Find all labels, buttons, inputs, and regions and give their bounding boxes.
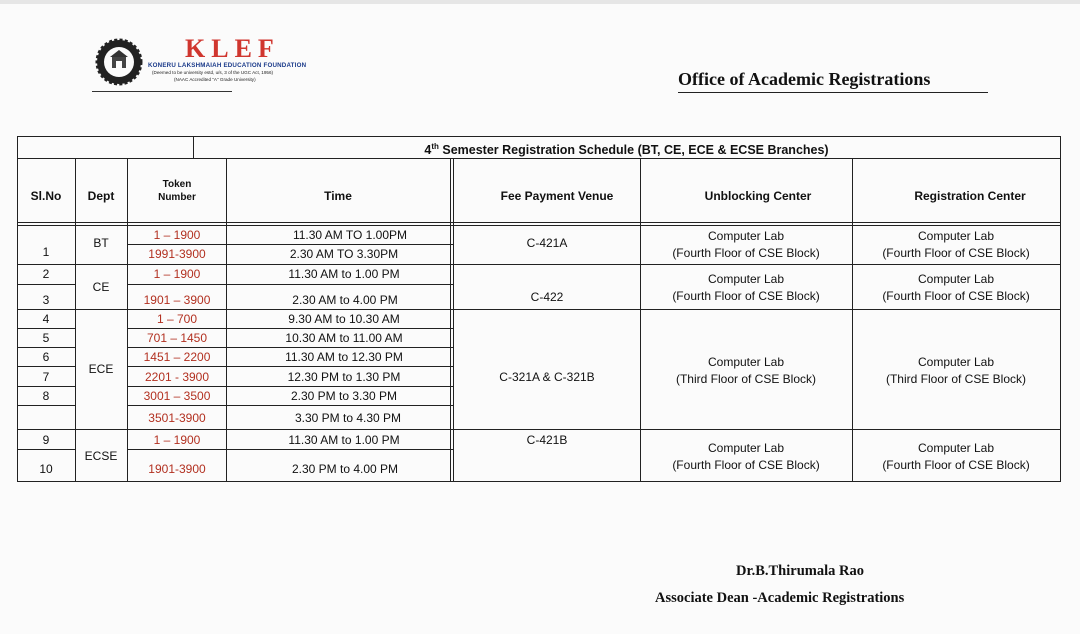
slno-cell: 4 <box>42 312 50 326</box>
office-underline <box>678 92 988 93</box>
time-cell: 2.30 PM to 4.00 PM <box>291 462 399 476</box>
slno-cell: 8 <box>42 389 50 403</box>
dept-cell: ECE <box>88 362 114 376</box>
unblock-location: (Third Floor of CSE Block) <box>675 372 817 386</box>
time-cell: 2.30 PM to 3.30 PM <box>290 389 398 403</box>
dept-cell: BT <box>93 236 109 250</box>
header-dept: Dept <box>87 189 115 203</box>
token-cell: 1 – 1900 <box>153 433 201 447</box>
token-cell: 1 – 1900 <box>153 228 201 242</box>
time-cell: 2.30 AM to 4.00 PM <box>292 293 398 307</box>
time-cell: 12.30 PM to 1.30 PM <box>287 370 401 384</box>
naac-note: (NAAC Accredited "A" Grade University) <box>174 77 256 82</box>
unblock-location: (Fourth Floor of CSE Block) <box>672 246 820 260</box>
registration-lab: Computer Lab <box>917 355 995 369</box>
unblock-lab: Computer Lab <box>707 272 785 286</box>
registration-lab: Computer Lab <box>917 441 995 455</box>
token-cell: 3001 – 3500 <box>143 389 211 403</box>
dept-cell: CE <box>92 280 110 294</box>
time-cell: 11.30 AM TO 1.00PM <box>292 228 408 242</box>
unblock-location: (Fourth Floor of CSE Block) <box>672 289 820 303</box>
time-cell: 10.30 AM to 11.00 AM <box>285 331 403 345</box>
fee-venue-cell: C-422 <box>530 290 564 304</box>
token-cell: 1991-3900 <box>148 247 206 261</box>
token-cell: 2201 - 3900 <box>144 370 210 384</box>
token-cell: 1901-3900 <box>148 462 206 476</box>
fee-venue-cell: C-421B <box>526 433 568 447</box>
registration-lab: Computer Lab <box>917 272 995 286</box>
deemed-note: (Deemed to be university estd, u/s, 3 of the UGC Act, 1956) <box>152 70 274 75</box>
header-token-line1: Token <box>162 179 192 190</box>
time-cell: 3.30 PM to 4.30 PM <box>294 411 402 425</box>
slno-cell: 6 <box>42 350 50 364</box>
slno-cell: 2 <box>42 267 50 281</box>
slno-cell: 5 <box>42 331 50 345</box>
registration-lab: Computer Lab <box>917 229 995 243</box>
fee-venue-cell: C-321A & C-321B <box>499 370 595 384</box>
token-cell: 701 – 1450 <box>146 331 208 345</box>
registration-location: (Fourth Floor of CSE Block) <box>882 289 1030 303</box>
time-cell: 11.30 AM to 12.30 PM <box>285 350 403 364</box>
token-cell: 1 – 1900 <box>153 267 201 281</box>
registration-location: (Fourth Floor of CSE Block) <box>882 458 1030 472</box>
slno-cell: 9 <box>42 433 50 447</box>
token-cell: 1 – 700 <box>156 312 198 326</box>
slno-cell: 1 <box>42 245 50 259</box>
slno-cell: 7 <box>42 370 50 384</box>
token-cell: 3501-3900 <box>148 411 206 425</box>
unblock-lab: Computer Lab <box>707 229 785 243</box>
header-fee-venue: Fee Payment Venue <box>500 189 614 203</box>
slno-cell: 3 <box>42 293 50 307</box>
unblock-lab: Computer Lab <box>707 355 785 369</box>
fee-venue-cell: C-421A <box>526 236 568 250</box>
brand-name: KLEF <box>185 34 280 63</box>
time-cell: 2.30 AM TO 3.30PM <box>289 247 399 261</box>
klef-logo-icon <box>95 38 143 86</box>
top-edge <box>0 0 1080 4</box>
header-time: Time <box>324 189 352 203</box>
office-title: Office of Academic Registrations <box>678 69 931 89</box>
time-cell: 11.30 AM to 1.00 PM <box>288 433 400 447</box>
unblock-lab: Computer Lab <box>707 441 785 455</box>
header-unblocking-center: Unblocking Center <box>704 189 812 203</box>
logo-divider <box>92 91 232 92</box>
time-cell: 11.30 AM to 1.00 PM <box>288 267 400 281</box>
signatory-designation: Associate Dean -Academic Registrations <box>655 590 905 606</box>
header-registration-center: Registration Center <box>914 189 1026 203</box>
token-cell: 1451 – 2200 <box>143 350 211 364</box>
header-token-line2: Number <box>158 192 196 203</box>
signatory-name: Dr.B.Thirumala Rao <box>736 563 864 579</box>
registration-location: (Third Floor of CSE Block) <box>885 372 1027 386</box>
time-cell: 9.30 AM to 10.30 AM <box>288 312 400 326</box>
unblock-location: (Fourth Floor of CSE Block) <box>672 458 820 472</box>
slno-cell: 10 <box>39 462 53 476</box>
registration-location: (Fourth Floor of CSE Block) <box>882 246 1030 260</box>
header-slno: Sl.No <box>30 189 62 203</box>
token-cell: 1901 – 3900 <box>143 293 211 307</box>
schedule-title: 4th Semester Registration Schedule (BT, CE, ECE & ECSE Branches) <box>424 142 829 158</box>
foundation-name: KONERU LAKSHMAIAH EDUCATION FOUNDATION <box>148 62 307 69</box>
dept-cell: ECSE <box>84 449 118 463</box>
